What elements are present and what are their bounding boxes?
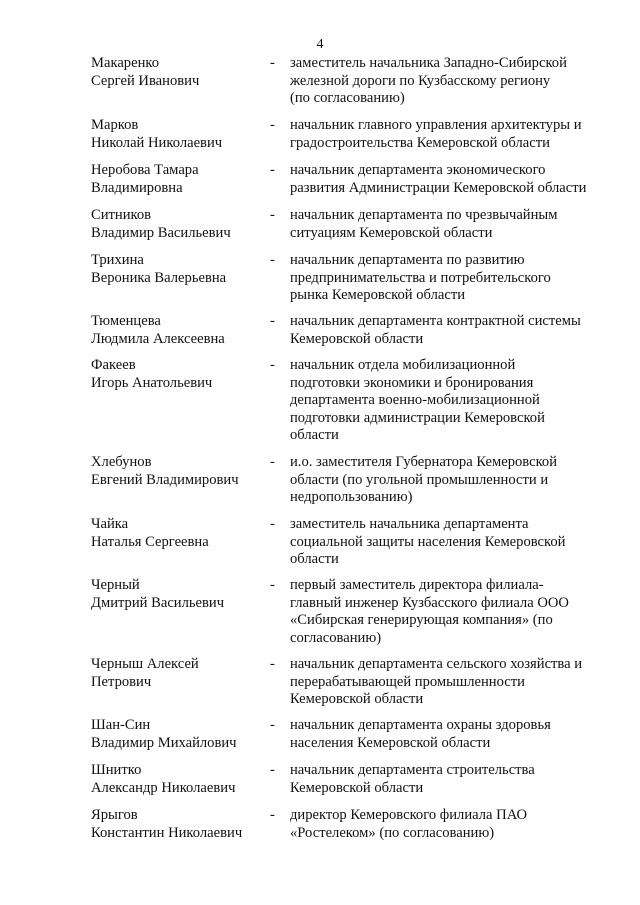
member-position-line: согласованию) (290, 629, 382, 646)
member-position (290, 656, 610, 709)
separator-dash: - (270, 762, 275, 778)
member-name (91, 516, 266, 551)
member-position-line: начальник департамента контрактной системы (290, 313, 581, 329)
member-position-line: департамента военно-мобилизационной (290, 392, 540, 409)
member-name-line: Петрович (91, 673, 152, 690)
member-position (290, 117, 610, 152)
member-name-line: Владимир Михайлович (91, 734, 237, 751)
separator-dash: - (270, 162, 275, 178)
member-position-line: директор Кемеровского филиала ПАО (290, 807, 528, 823)
member-name (91, 357, 266, 392)
member-position-line: подготовки администрации Кемеровской (290, 409, 545, 426)
separator-dash: - (270, 207, 275, 223)
member-name-line: Наталья Сергеевна (91, 533, 209, 550)
member-name-line: Хлебунов (91, 454, 152, 470)
member-position (290, 162, 610, 197)
member-name-line: Чайка (91, 516, 129, 532)
member-position-line: «Ростелеком» (по согласованию) (290, 824, 495, 841)
member-name-line: Трихина (91, 252, 144, 268)
member-name-line: Владимировна (91, 179, 183, 196)
member-name-line: Вероника Валерьевна (91, 269, 227, 286)
member-name (91, 656, 266, 691)
member-position-line: области (290, 551, 339, 568)
member-name (91, 252, 266, 287)
member-name-line: Факеев (91, 357, 136, 373)
member-name (91, 577, 266, 612)
member-position-line: начальник департамента по чрезвычайным (290, 207, 558, 223)
member-name-line: Шнитко (91, 762, 142, 778)
member-position-line: начальник отдела мобилизационной (290, 357, 516, 373)
member-position-line: градостроительства Кемеровской области (290, 134, 550, 151)
separator-dash: - (270, 656, 275, 672)
member-name-line: Людмила Алексеевна (91, 330, 225, 347)
member-position-line: начальник главного управления архитектуры и (290, 117, 582, 133)
separator-dash: - (270, 807, 275, 823)
member-position-line: начальник департамента сельского хозяйства и (290, 656, 583, 672)
separator-dash: - (270, 313, 275, 329)
member-name-line: Ярыгов (91, 807, 138, 823)
member-position (290, 313, 610, 348)
member-name (91, 313, 266, 348)
separator-dash: - (270, 55, 275, 71)
member-position-line: начальник департамента строительства (290, 762, 535, 778)
member-position-line: перерабатывающей промышленности (290, 673, 525, 690)
member-position-line: области (по угольной промышленности и (290, 471, 549, 488)
member-position-line: недропользованию) (290, 489, 413, 506)
member-name (91, 55, 266, 90)
member-position-line: главный инженер Кузбасского филиала ООО (290, 594, 569, 611)
member-position (290, 207, 610, 242)
member-name-line: Шан-Син (91, 717, 151, 733)
member-position-line: «Сибирская генерирующая компания» (по (290, 612, 553, 629)
member-name-line: Неробова Тамара (91, 162, 199, 178)
member-name-line: Черный (91, 577, 140, 593)
separator-dash: - (270, 357, 275, 373)
member-name (91, 717, 266, 752)
member-position (290, 577, 610, 647)
member-position-line: Кемеровской области (290, 691, 424, 708)
member-name-line: Евгений Владимирович (91, 471, 239, 488)
member-position-line: социальной защиты населения Кемеровской (290, 533, 566, 550)
member-position (290, 252, 610, 305)
separator-dash: - (270, 717, 275, 733)
member-name-line: Черныш Алексей (91, 656, 199, 672)
member-position-line: развития Администрации Кемеровской области (290, 179, 587, 196)
member-position (290, 807, 610, 842)
page-number: 4 (316, 37, 324, 52)
member-position (290, 55, 610, 108)
member-name (91, 162, 266, 197)
member-name-line: Дмитрий Васильевич (91, 594, 225, 611)
member-name-line: Константин Николаевич (91, 824, 243, 841)
member-position-line: предпринимательства и потребительского (290, 269, 551, 286)
member-position-line: железной дороги по Кузбасскому региону (290, 72, 551, 89)
member-position-line: Кемеровской области (290, 779, 424, 796)
separator-dash: - (270, 516, 275, 532)
member-name-line: Игорь Анатольевич (91, 374, 213, 391)
member-position-line: начальник департамента экономического (290, 162, 546, 178)
separator-dash: - (270, 577, 275, 593)
member-name-line: Макаренко (91, 55, 160, 71)
member-position-line: первый заместитель директора филиала- (290, 577, 544, 593)
member-position-line: населения Кемеровской области (290, 734, 491, 751)
member-position (290, 762, 610, 797)
member-position-line: (по согласованию) (290, 90, 405, 107)
member-position-line: заместитель начальника департамента (290, 516, 529, 532)
member-name (91, 807, 266, 842)
member-position (290, 717, 610, 752)
member-name-line: Тюменцева (91, 313, 161, 329)
member-position-line: ситуациям Кемеровской области (290, 224, 493, 241)
member-name-line: Марков (91, 117, 139, 133)
member-position (290, 454, 610, 507)
separator-dash: - (270, 117, 275, 133)
member-name-line: Николай Николаевич (91, 134, 223, 151)
member-position-line: Кемеровской области (290, 330, 424, 347)
separator-dash: - (270, 454, 275, 470)
member-name (91, 454, 266, 489)
member-position-line: области (290, 427, 339, 444)
member-name (91, 207, 266, 242)
member-name-line: Ситников (91, 207, 152, 223)
member-position-line: рынка Кемеровской области (290, 287, 466, 304)
separator-dash: - (270, 252, 275, 268)
member-position-line: заместитель начальника Западно-Сибирской (290, 55, 567, 71)
member-name-line: Александр Николаевич (91, 779, 236, 796)
member-name-line: Владимир Васильевич (91, 224, 231, 241)
member-position-line: начальник департамента по развитию (290, 252, 525, 268)
member-name (91, 117, 266, 152)
member-name (91, 762, 266, 797)
member-position-line: подготовки экономики и бронирования (290, 374, 534, 391)
member-name-line: Сергей Иванович (91, 72, 200, 89)
member-position-line: начальник департамента охраны здоровья (290, 717, 551, 733)
member-position (290, 357, 610, 445)
member-position-line: и.о. заместителя Губернатора Кемеровской (290, 454, 558, 470)
member-position (290, 516, 610, 569)
